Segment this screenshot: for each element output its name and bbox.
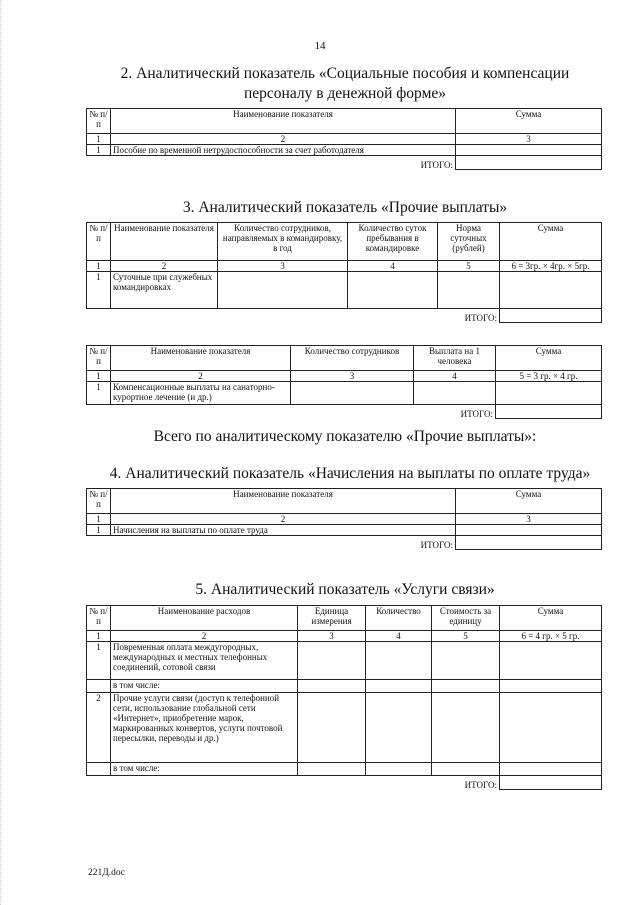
total-value	[456, 156, 602, 170]
total-label: ИТОГО:	[420, 539, 453, 550]
header-sum: Сумма	[456, 109, 602, 134]
section-3-title: 3. Аналитический показатель «Прочие выплаты»	[182, 199, 508, 216]
section-4-table	[86, 488, 602, 550]
section-2-title-line2: персоналу в денежной форме»	[243, 85, 447, 102]
header-number: № п/п	[87, 606, 111, 631]
header-name: Наименование показателя	[111, 109, 456, 134]
col-num: 2	[111, 261, 218, 272]
total-value	[500, 776, 602, 790]
col-num: 6 = 4 гр. × 5 гр.	[500, 631, 602, 642]
row-name: Начисления на выплаты по оплате труда	[111, 525, 456, 536]
footer-filename: 221Д.doc	[88, 868, 125, 878]
col-num: 2	[111, 371, 291, 382]
col-num: 5	[432, 631, 500, 642]
header-employees: Количество сотрудников	[291, 346, 414, 371]
header-name: Наименование показателя	[111, 489, 456, 514]
row-number: 1	[87, 272, 111, 309]
col-num: 4	[414, 371, 496, 382]
header-per-person: Выплата на 1 человека	[414, 346, 496, 371]
header-expense-name: Наименование расходов	[111, 606, 298, 631]
total-label: ИТОГО:	[464, 779, 497, 790]
col-num: 3	[298, 631, 366, 642]
header-number: № п/п	[87, 489, 111, 514]
row-number: 2	[87, 693, 111, 763]
col-num: 2	[111, 514, 456, 525]
header-number: № п/п	[87, 109, 111, 134]
section-3-table-2	[86, 345, 602, 419]
col-num: 1	[87, 371, 111, 382]
col-num: 3	[456, 134, 602, 145]
header-unit-cost: Стоимость за единицу	[432, 606, 500, 631]
total-label: ИТОГО:	[460, 408, 493, 419]
section-2-title-line1: 2. Аналитический показатель «Социальные пособия и компенсации	[120, 65, 570, 82]
col-num: 3	[218, 261, 348, 272]
row-number: 1	[87, 382, 111, 405]
col-num: 4	[366, 631, 432, 642]
header-sum: Сумма	[496, 346, 602, 371]
total-value	[496, 405, 602, 419]
header-employees: Количество сотрудников, направляемых в командировку, в год	[218, 223, 348, 261]
header-name: Наименование показателя	[111, 346, 291, 371]
header-unit: Единица измерения	[298, 606, 366, 631]
header-daily-rate: Норма суточных (рублей)	[438, 223, 500, 261]
header-sum: Сумма	[500, 606, 602, 631]
row-number: 1	[87, 525, 111, 536]
total-value	[456, 536, 602, 550]
section-3-grand-total: Всего по аналитическому показателю «Прочие выплаты»:	[153, 428, 537, 445]
page-edge	[0, 0, 2, 905]
row-name: Компенсационные выплаты на санаторно-курортное лечение (и др.)	[111, 382, 291, 405]
row-name: Пособие по временной нетрудоспособности за счет работодателя	[111, 145, 456, 156]
col-num: 5 = 3 гр. × 4 гр.	[496, 371, 602, 382]
col-num: 1	[87, 514, 111, 525]
section-5-title: 5. Аналитический показатель «Услуги связи»	[195, 581, 495, 598]
col-num: 2	[111, 134, 456, 145]
section-5-table	[86, 605, 602, 790]
total-label: ИТОГО:	[464, 312, 497, 323]
section-2-table	[86, 108, 602, 170]
section-4-title: 4. Аналитический показатель «Начисления на выплаты по оплате труда»	[109, 465, 591, 482]
row-subtotal-label: в том числе:	[111, 763, 298, 776]
total-label: ИТОГО:	[420, 159, 453, 170]
col-num: 4	[348, 261, 438, 272]
header-number: № п/п	[87, 346, 111, 371]
header-name: Наименование показателя	[111, 223, 218, 261]
header-sum: Сумма	[456, 489, 602, 514]
row-number: 1	[87, 145, 111, 156]
col-num: 3	[291, 371, 414, 382]
col-num: 5	[438, 261, 500, 272]
col-num: 3	[456, 514, 602, 525]
header-days: Количество суток пребывания в командировке	[348, 223, 438, 261]
row-subtotal-label: в том числе:	[111, 680, 298, 693]
col-num: 1	[87, 261, 111, 272]
row-name: Повременная оплата междугородных, международных и местных телефонных соединений, сотовой связи	[111, 642, 298, 680]
header-number: № п/п	[87, 223, 111, 261]
col-num: 6 = 3гр. × 4гр. × 5гр.	[500, 261, 602, 272]
col-num: 1	[87, 631, 111, 642]
page-number: 14	[314, 40, 326, 52]
row-sum	[456, 145, 602, 156]
col-num: 1	[87, 134, 111, 145]
row-name: Суточные при служебных командировках	[111, 272, 218, 309]
row-name: Прочие услуги связи (доступ к телефонной сети, использование глобальной сети «Интернет», приобретение марок, маркированных конвертов, услуги почтовой пересылки, переводы и др.)	[111, 693, 298, 763]
row-number: 1	[87, 642, 111, 680]
header-sum: Сумма	[500, 223, 602, 261]
total-value	[500, 309, 602, 323]
col-num: 2	[111, 631, 298, 642]
header-quantity: Количество	[366, 606, 432, 631]
section-3-table-1	[86, 222, 602, 323]
